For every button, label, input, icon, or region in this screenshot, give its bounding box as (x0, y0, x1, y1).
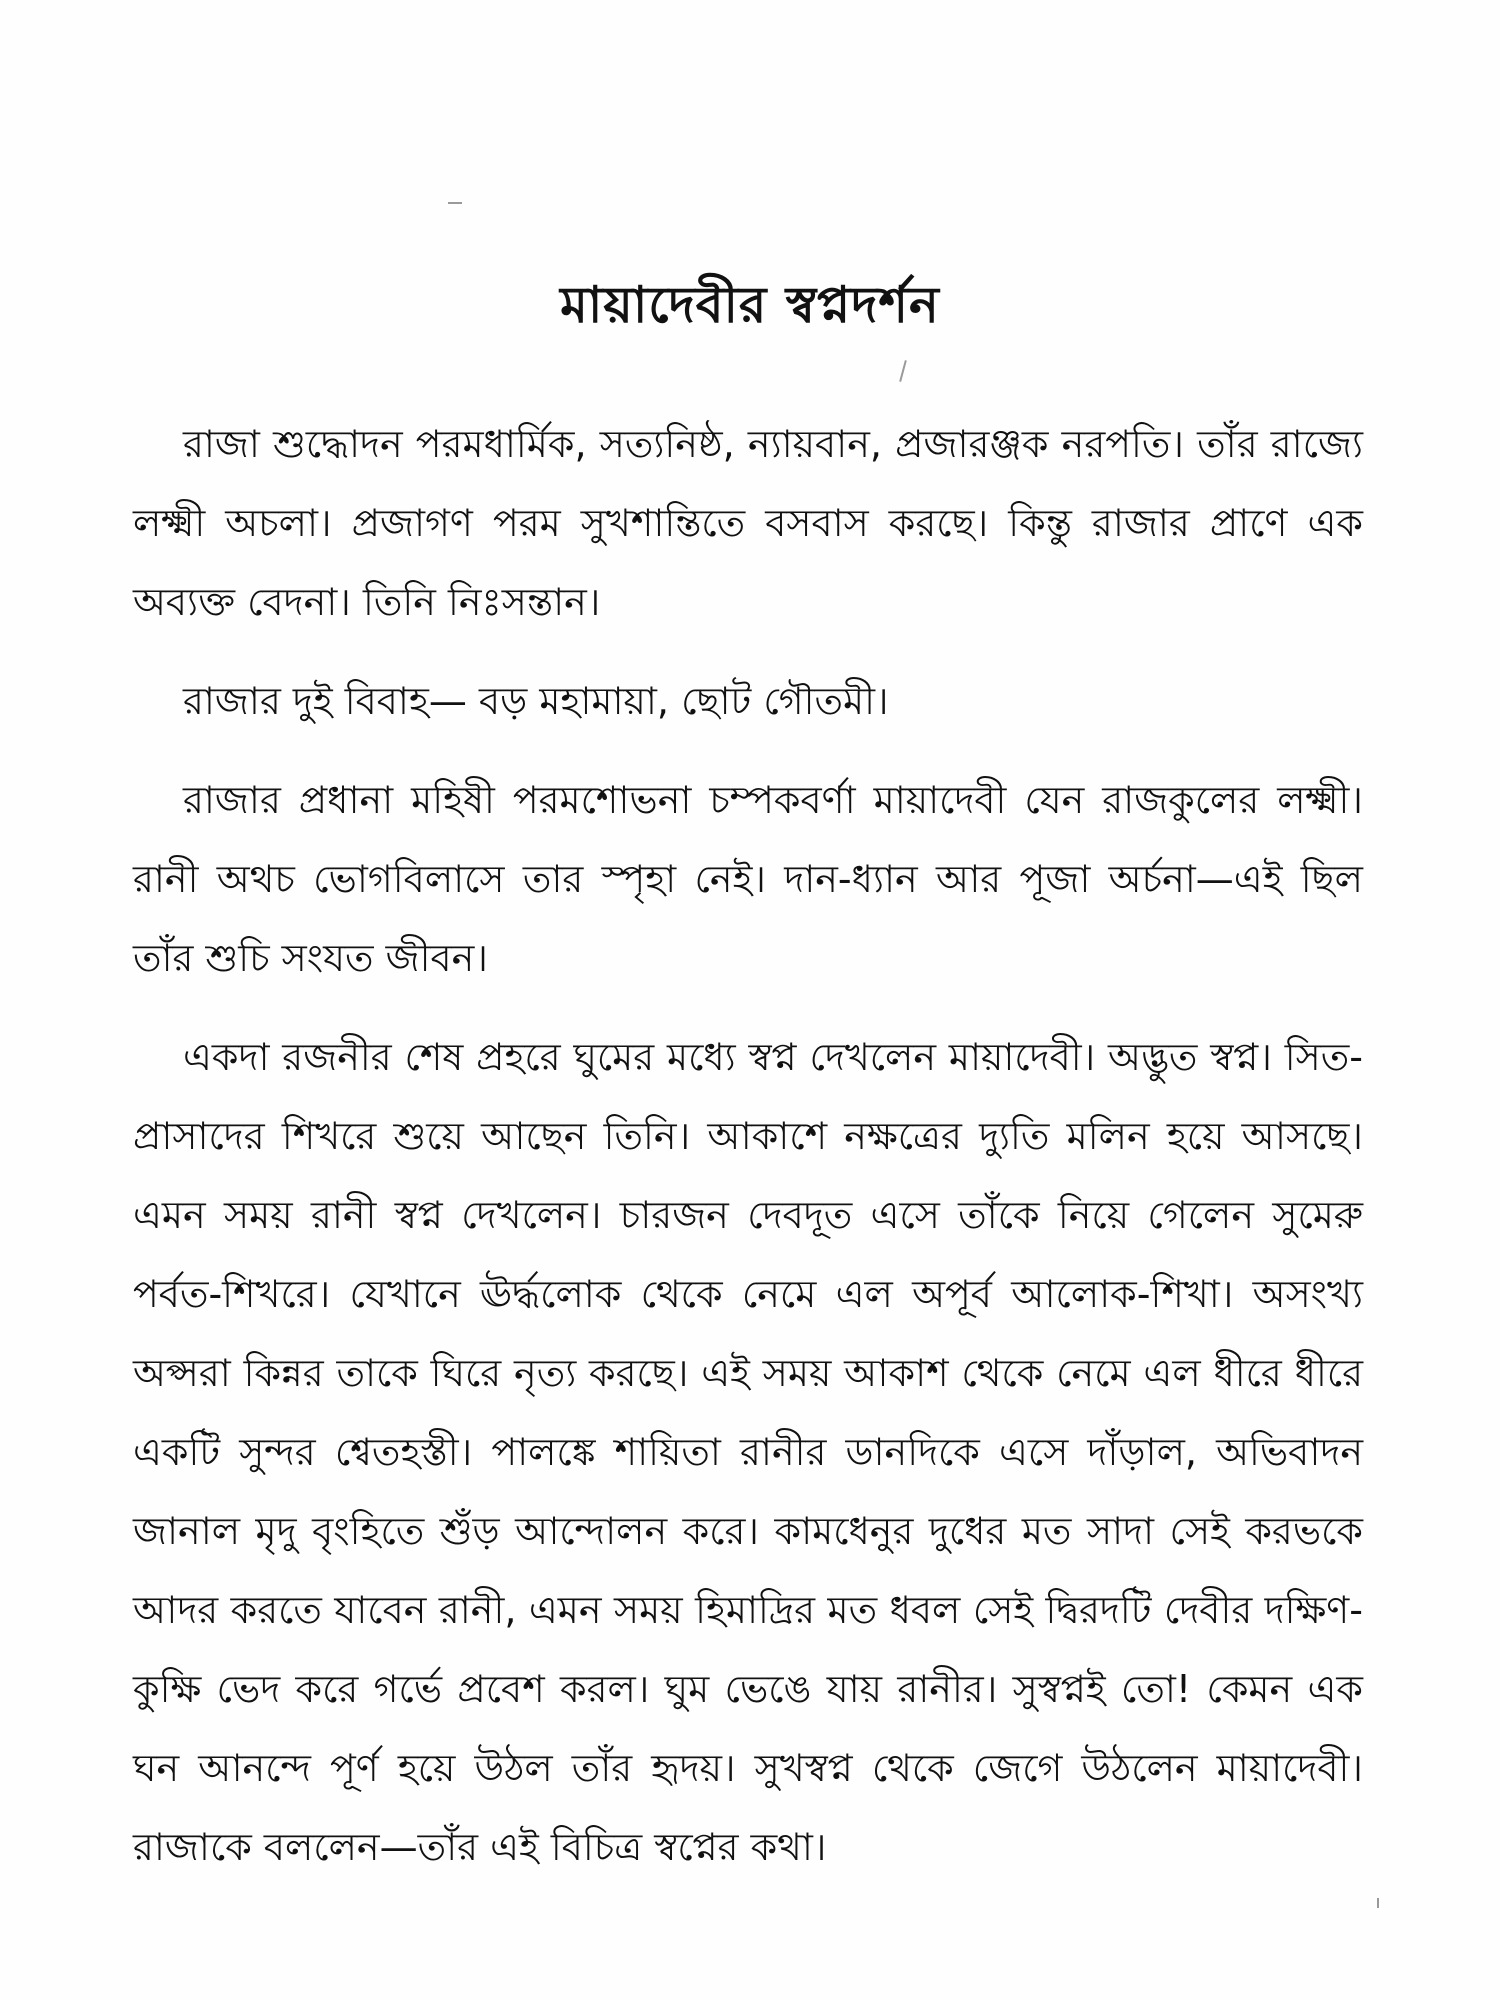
page-title: মায়াদেবীর স্বপ্নদর্শন (560, 276, 940, 334)
paragraph-3: রাজার প্রধানা মহিষী পরমশোভনা চম্পকবর্ণা মায়াদেবী যেন রাজকুলের লক্ষ্মী। রানী অথচ ভোগবিলাসে তার স্পৃহা নেই। দান-ধ্যান আর পূজা অর্চনা—এই ছিল তাঁর শুচি সংযত জীবন। (133, 778, 1363, 980)
scan-speck (1377, 1898, 1379, 1908)
scan-speck (448, 202, 462, 204)
paragraph-4: একদা রজনীর শেষ প্রহরে ঘুমের মধ্যে স্বপ্ন দেখলেন মায়াদেবী। অদ্ভুত স্বপ্ন। সিত-প্রাসাদের শিখরে শুয়ে আছেন তিনি। আকাশে নক্ষত্রের দ্যুতি মলিন হয়ে আসছে। এমন সময় রানী স্বপ্ন দেখলেন। চারজন দেবদূত এসে তাঁকে নিয়ে গেলেন সুমেরু পর্বত-শিখরে। যেখানে ঊর্দ্ধলোক থেকে নেমে এল অপূর্ব আলোক-শিখা। অসংখ্য অপ্সরা কিন্নর তাকে ঘিরে নৃত্য করছে। এই সময় আকাশ থেকে নেমে এল ধীরে ধীরে একটি সুন্দর শ্বেতহস্তী। পালঙ্কে শায়িতা রানীর ডানদিকে এসে দাঁড়াল, অভিবাদন জানাল মৃদু বৃংহিতে শুঁড় আন্দোলন করে। কামধেনুর দুধের মত সাদা সেই করভকে আদর করতে যাবেন রানী, এমন সময় হিমাদ্রির মত ধবল সেই দ্বিরদটি দেবীর দক্ষিণ-কুক্ষি ভেদ করে গর্ভে প্রবেশ করল। ঘুম ভেঙে যায় রানীর। সুস্বপ্নই তো! কেমন এক ঘন আনন্দে পূর্ণ হয়ে উঠল তাঁর হৃদয়। সুখস্বপ্ন থেকে জেগে উঠলেন মায়াদেবী। রাজাকে বললেন—তাঁর এই বিচিত্র স্বপ্নের কথা। (133, 1035, 1363, 1869)
paragraph-1: রাজা শুদ্ধোদন পরমধার্মিক, সত্যনিষ্ঠ, ন্যায়বান, প্রজারঞ্জক নরপতি। তাঁর রাজ্যে লক্ষ্মী অচলা। প্রজাগণ পরম সুখশান্তিতে বসবাস করছে। কিন্তু রাজার প্রাণে এক অব্যক্ত বেদনা। তিনি নিঃসন্তান। (133, 422, 1363, 624)
paragraph-2: রাজার দুই বিবাহ— বড় মহামায়া, ছোট গৌতমী। (183, 679, 889, 723)
scan-speck (899, 360, 907, 382)
body-text (133, 405, 1363, 1903)
